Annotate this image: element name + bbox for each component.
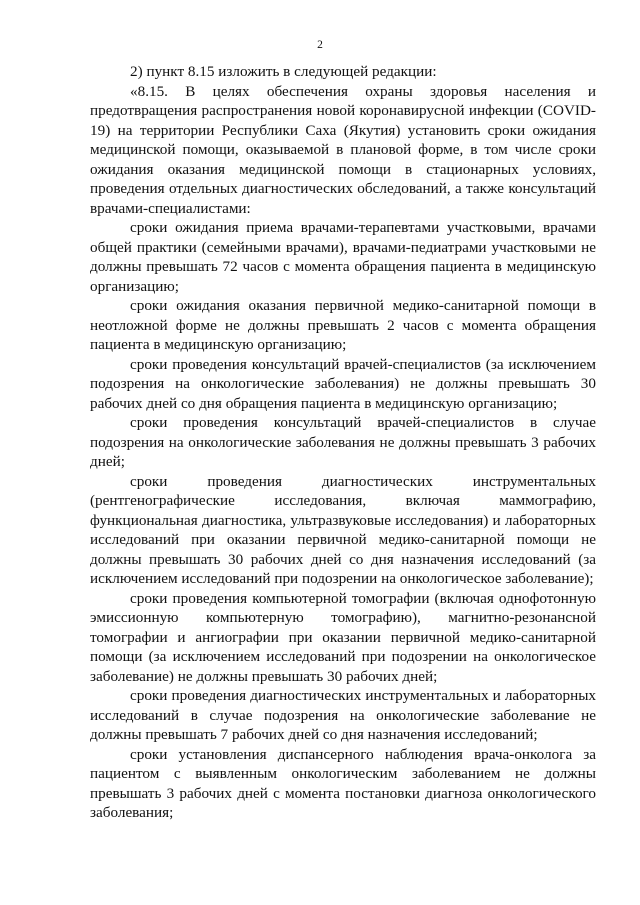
page-number: 2: [317, 39, 323, 51]
paragraph-urgent-care-wait: сроки ожидания оказания первичной медико-санитарной помощи в неотложной форме не должны превышать 2 часов с момента обращения пациента в медицинскую организацию;: [90, 297, 596, 353]
paragraph-oncology-diagnostics: сроки проведения диагностических инструментальных и лабораторных исследований в случае подозрения на онкологические заболевание не должны превышать 7 рабочих дней со дня назначения исследований;: [90, 687, 596, 743]
paragraph-amendment-intro: 2) пункт 8.15 изложить в следующей редакции:: [130, 63, 437, 80]
document-body: [90, 62, 596, 823]
paragraph-specialist-consultation: сроки проведения консультаций врачей-специалистов (за исключением подозрения на онкологические заболевания) не должны превышать 30 рабочих дней со дня обращения пациента в медицинскую организацию;: [90, 355, 596, 412]
paragraph-diagnostic-studies: сроки проведения диагностических инструментальных (рентгенографические исследования, включая маммографию, функциональная диагностика, ультразвуковые исследования) и лабораторных исследований при оказании первичной медико-санитарной помощи не должны превышать 30 рабочих дней со дня назначения исследований (за исключением исследований при подозрении на онкологическое заболевание);: [90, 472, 596, 587]
paragraph-clause-8-15: «8.15. В целях обеспечения охраны здоровья населения и предотвращения распространения новой коронавирусной инфекции (COVID-19) на территории Республики Саха (Якутия) установить сроки ожидания медицинской помощи, оказываемой в плановой форме, в том числе сроки ожидания оказания медицинской помощи в стационарных условиях, проведения отдельных диагностических обследований, а также консультаций врачами-специалистами:: [90, 82, 596, 217]
paragraph-therapist-wait: сроки ожидания приема врачами-терапевтами участковыми, врачами общей практики (семейными врачами), врачами-педиатрами участковыми не должны превышать 72 часов с момента обращения пациента в медицинскую организацию;: [90, 219, 596, 295]
paragraph-oncologist-observation: сроки установления диспансерного наблюдения врача-онколога за пациентом с выявленным онкологическим заболеванием не должны превышать 3 рабочих дней с момента постановки диагноза онкологического заболевания;: [90, 745, 596, 821]
paragraph-tomography: сроки проведения компьютерной томографии (включая однофотонную эмиссионную компьютерную томографию), магнитно-резонансной томографии и ангиографии при оказании первичной медико-санитарной помощи (за исключением исследований при подозрении на онкологическое заболевание) не должны превышать 30 рабочих дней;: [90, 589, 596, 685]
paragraph-oncology-consultation: сроки проведения консультаций врачей-специалистов в случае подозрения на онкологические заболевания не должны превышать 3 рабочих дней;: [90, 414, 596, 470]
